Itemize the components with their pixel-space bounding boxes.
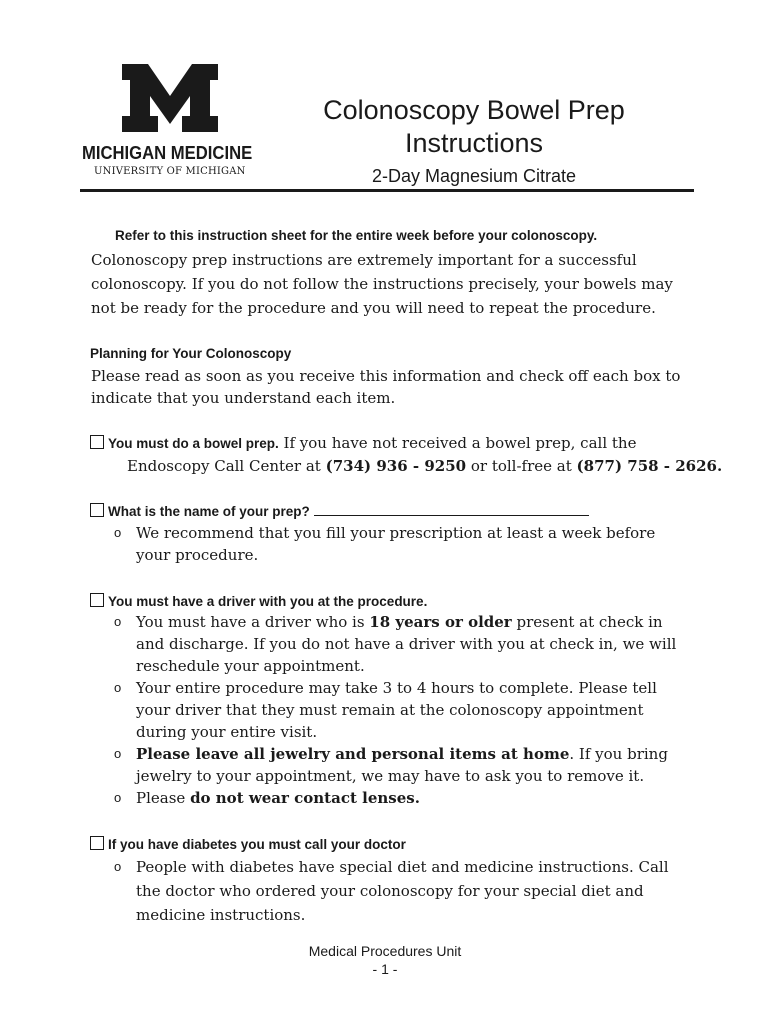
prep-name-checkbox[interactable] (90, 503, 104, 517)
call-center-phone: (734) 936 - 9250 (325, 457, 467, 475)
prep-name-blank[interactable] (314, 503, 589, 516)
block-m-logo-icon (120, 62, 220, 134)
logo-subtitle: UNIVERSITY OF MICHIGAN (94, 166, 246, 177)
intro-paragraph (91, 248, 681, 320)
list-item: o We recommend that you fill your prescription at least a week before your procedure. (114, 522, 684, 566)
list-item: o You must have a driver who is 18 years or older present at check in and discharge. If you do not have a driver with you at check in, we will reschedule your appointment. (114, 611, 684, 677)
page-footer (0, 942, 770, 978)
diabetes-label: If you have diabetes you must call your doctor (108, 837, 406, 852)
driver-bullets (114, 611, 684, 809)
prep-name-bullets (114, 522, 684, 566)
document-title-line1: Colonoscopy Bowel Prep (323, 95, 625, 125)
driver-item (90, 590, 427, 613)
planning-line-2: indicate that you understand each item. (91, 389, 396, 407)
bowel-prep-item: You must do a bowel prep. If you have not received a bowel prep, call the Endoscopy Call Center at (734) 936 - 9250 or toll-free at (877) 758 - 2626. (90, 432, 722, 478)
list-item: o Please do not wear contact lenses. (114, 787, 684, 809)
intro-line-1: Colonoscopy prep instructions are extremely important for a successful (91, 251, 637, 269)
document-subtitle: 2-Day Magnesium Citrate (371, 166, 577, 186)
document-title-block (290, 94, 658, 187)
planning-paragraph (91, 365, 681, 409)
footer-unit: Medical Procedures Unit (308, 943, 462, 959)
diabetes-item (90, 833, 406, 856)
driver-label: You must have a driver with you at the procedure. (108, 594, 428, 609)
intro-heading: Refer to this instruction sheet for the entire week before your colonoscopy. (115, 228, 598, 243)
intro-line-3: not be ready for the procedure and you will need to repeat the procedure. (91, 299, 656, 317)
diabetes-checkbox[interactable] (90, 836, 104, 850)
planning-line-1: Please read as soon as you receive this information and check off each box to (91, 367, 681, 385)
list-item: o Please leave all jewelry and personal items at home. If you bring jewelry to your appointment, we may have to ask you to remove it. (114, 743, 684, 787)
intro-line-2: colonoscopy. If you do not follow the instructions precisely, your bowels may (91, 275, 673, 293)
list-item: o Your entire procedure may take 3 to 4 hours to complete. Please tell your driver that they must remain at the colonoscopy appointment during your entire visit. (114, 677, 684, 743)
planning-heading: Planning for Your Colonoscopy (90, 346, 292, 361)
logo-name: MICHIGAN MEDICINE (82, 142, 253, 163)
toll-free-phone: (877) 758 - 2626. (576, 457, 723, 475)
prep-name-item (90, 500, 589, 523)
page-number: - 1 - (372, 961, 398, 977)
document-title-line2: Instructions (404, 128, 544, 158)
header-divider (80, 189, 694, 192)
diabetes-bullets (114, 855, 684, 927)
bowel-prep-checkbox[interactable] (90, 435, 104, 449)
prep-name-label: What is the name of your prep? (108, 504, 310, 519)
bowel-prep-label: You must do a bowel prep. (108, 436, 279, 451)
list-item: o People with diabetes have special diet and medicine instructions. Call the doctor who ordered your colonoscopy for your special diet and medicine instructions. (114, 855, 684, 927)
michigan-medicine-logo (82, 62, 260, 177)
driver-checkbox[interactable] (90, 593, 104, 607)
